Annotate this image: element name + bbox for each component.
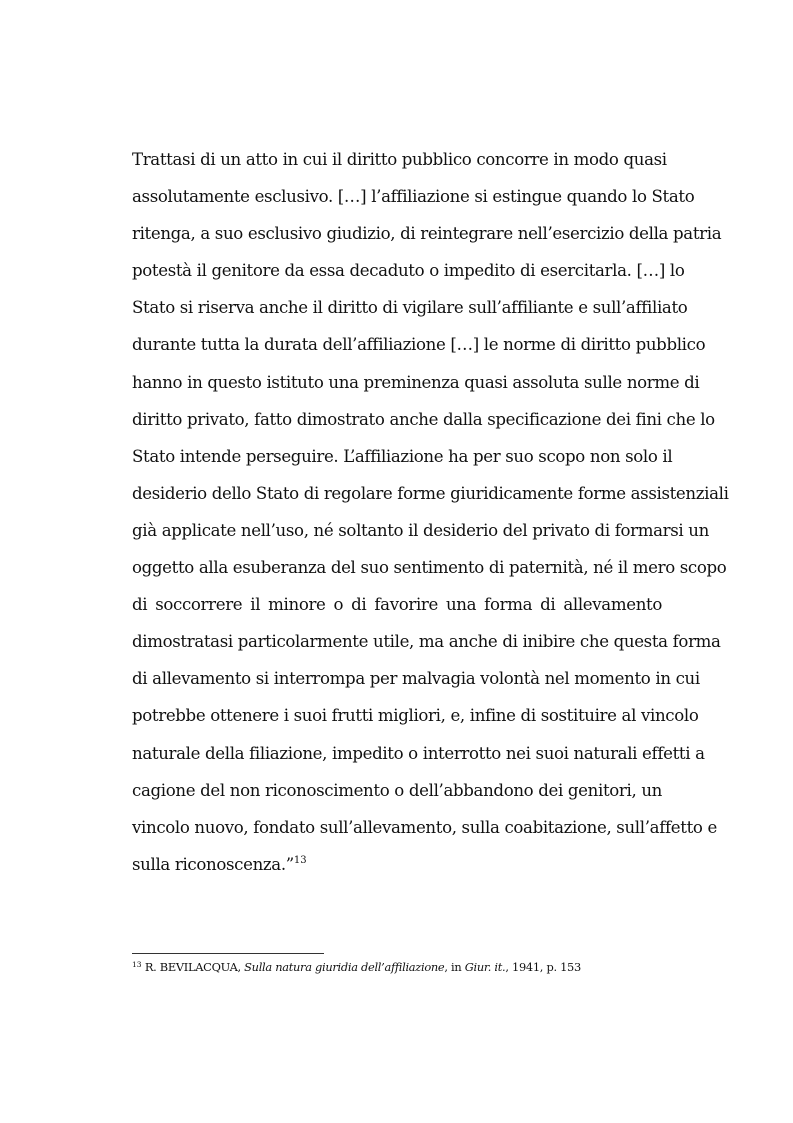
- paragraph-line-18: cagione del non riconoscimento o dell’abbandono dei genitori, un: [132, 780, 662, 800]
- paragraph-last-line: [132, 846, 662, 883]
- paragraph-line-6: durante tutta la durata dell’affiliazione […] le norme di diritto pubblico: [132, 335, 706, 355]
- paragraph-line-5: Stato si riserva anche il diritto di vigilare sull’affiliante e sull’affiliato: [132, 298, 688, 318]
- footnote-title: Sulla natura giuridia dell’affiliazione: [244, 960, 445, 974]
- footnote: [132, 959, 662, 975]
- footnote-separator: [132, 953, 324, 954]
- paragraph-line-14: dimostratasi particolarmente utile, ma anche di inibire che questa forma: [132, 632, 721, 652]
- paragraph-line-7: hanno in questo istituto una preminenza quasi assoluta sulle norme di: [132, 372, 700, 392]
- footnote-middle: , in: [444, 960, 465, 974]
- footnote-journal: Giur. it.: [464, 960, 506, 974]
- paragraph-line-2: assolutamente esclusivo. […] l’affiliazione si estingue quando lo Stato: [132, 187, 695, 207]
- paragraph-line-11: già applicate nell’uso, né soltanto il desiderio del privato di formarsi un: [132, 520, 709, 540]
- paragraph-line-4: potestà il genitore da essa decaduto o impedito di esercitarla. […] lo: [132, 261, 685, 281]
- footnote-author: R. BEVILACQUA,: [141, 960, 245, 974]
- body-paragraph: [132, 141, 729, 883]
- footnote-tail: , 1941, p. 153: [505, 960, 581, 974]
- footnote-reference[interactable]: 13: [293, 854, 307, 866]
- paragraph-line-12: oggetto alla esuberanza del suo sentimento di paternità, né il mero scopo: [132, 558, 727, 578]
- paragraph-line-13: di soccorrere il minore o di favorire una forma di allevamento: [132, 595, 662, 615]
- paragraph-line-19: vincolo nuovo, fondato sull’allevamento, sulla coabitazione, sull’affetto e: [132, 817, 717, 837]
- paragraph-line-16: potrebbe ottenere i suoi frutti migliori, e, infine di sostituire al vincolo: [132, 706, 699, 726]
- footnote-number: 13: [132, 960, 142, 969]
- paragraph-line-1: Trattasi di un atto in cui il diritto pubblico concorre in modo quasi: [132, 150, 667, 169]
- paragraph-line-15: di allevamento si interrompa per malvagia volontà nel momento in cui: [132, 669, 700, 689]
- paragraph-line-9: Stato intende perseguire. L’affiliazione ha per suo scopo non solo il: [132, 446, 673, 466]
- paragraph-line-8: diritto privato, fatto dimostrato anche dalla specificazione dei fini che lo: [132, 409, 715, 429]
- paragraph-line-3: ritenga, a suo esclusivo giudizio, di reintegrare nell’esercizio della patria: [132, 224, 722, 244]
- paragraph-line-17: naturale della filiazione, impedito o interrotto nei suoi naturali effetti a: [132, 743, 705, 763]
- paragraph-last-line-text: sulla riconoscenza.”: [132, 854, 294, 874]
- paragraph-line-10: desiderio dello Stato di regolare forme giuridicamente forme assistenziali: [132, 483, 729, 503]
